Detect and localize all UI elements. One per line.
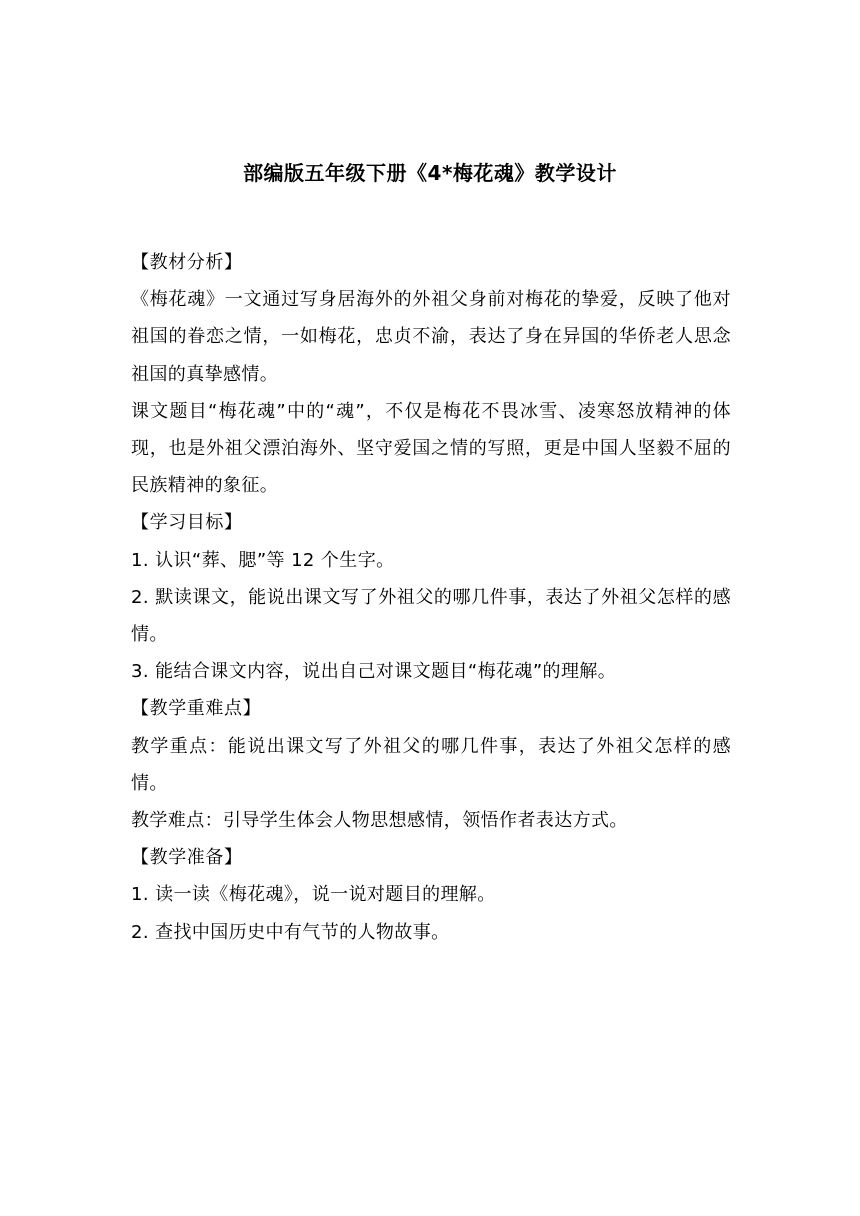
- document-body: [131, 244, 731, 951]
- section-heading-key-points: 【教学重难点】: [131, 698, 262, 720]
- section-heading-preparation: 【教学准备】: [131, 847, 243, 869]
- learning-goal-item-1: 1. 认识“葬、腮”等 12 个生字。: [131, 549, 395, 571]
- paragraph-difficult-point: 教学难点：引导学生体会人物思想感情，领悟作者表达方式。: [131, 810, 628, 832]
- preparation-item-1: 1. 读一读《梅花魂》，说一说对题目的理解。: [131, 884, 496, 906]
- document-title: 部编版五年级下册《4*梅花魂》教学设计: [243, 161, 617, 185]
- paragraph-textbook-analysis-2: 课文题目“梅花魂”中的“魂”，不仅是梅花不畏冰雪、凌寒怒放精神的体现，也是外祖父漂泊海外、坚守爱国之情的写照，更是中国人坚毅不屈的民族精神的象征。: [131, 400, 731, 497]
- paragraph-key-point: 教学重点：能说出课文写了外祖父的哪几件事，表达了外祖父怎样的感情。: [131, 735, 731, 794]
- learning-goal-item-2: 2. 默读课文，能说出课文写了外祖父的哪几件事，表达了外祖父怎样的感情。: [131, 586, 731, 646]
- paragraph-textbook-analysis-1: 《梅花魂》一文通过写身居海外的外祖父身前对梅花的挚爱，反映了他对祖国的眷恋之情，一如梅花，忠贞不渝，表达了身在异国的华侨老人思念祖国的真挚感情。: [131, 289, 731, 385]
- learning-goal-item-3: 3. 能结合课文内容，说出自己对课文题目“梅花魂”的理解。: [131, 661, 617, 683]
- preparation-item-2: 2. 查找中国历史中有气节的人物故事。: [131, 921, 450, 943]
- section-heading-textbook-analysis: 【教材分析】: [131, 252, 243, 273]
- section-heading-learning-goals: 【学习目标】: [131, 512, 243, 534]
